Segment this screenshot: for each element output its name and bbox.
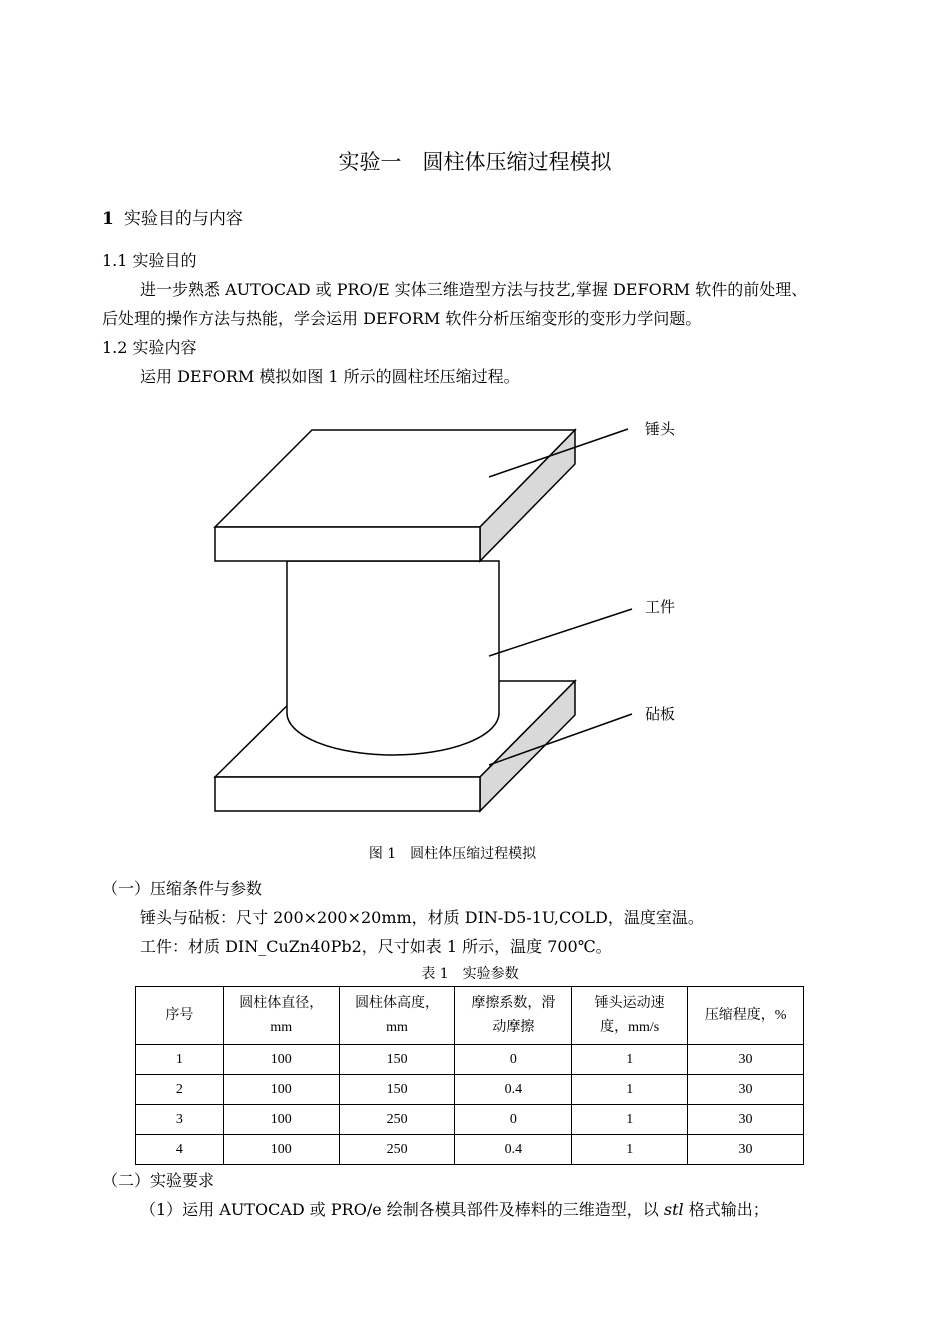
section-1-number: 1 xyxy=(102,209,114,229)
table-cell: 100 xyxy=(223,1105,339,1135)
anvil-front-face xyxy=(215,777,480,811)
table-cell: 100 xyxy=(223,1075,339,1105)
table-cell: 0 xyxy=(455,1045,572,1075)
header-cell: 序号 xyxy=(136,987,224,1045)
part-1-line-2: 工件：材质 DIN_CuZn40Pb2，尺寸如表 1 所示，温度 700℃。 xyxy=(140,937,612,956)
header-cell: 锤头运动速 度，mm/s xyxy=(572,987,688,1045)
table-cell: 150 xyxy=(339,1045,455,1075)
table-cell: 0 xyxy=(455,1105,572,1135)
table-cell: 30 xyxy=(688,1105,804,1135)
table-cell: 4 xyxy=(136,1135,224,1165)
section-1-label: 实验目的与内容 xyxy=(123,209,243,229)
table-row xyxy=(136,1135,804,1165)
header-cell: 圆柱体直径， mm xyxy=(223,987,339,1045)
part-2-line-1: （1）运用 AUTOCAD 或 PRO/e 绘制各模具部件及棒料的三维造型，以 stl 格式输出； xyxy=(140,1200,769,1219)
section-1-1-heading: 1.1 实验目的 xyxy=(102,251,197,270)
table-row xyxy=(136,1105,804,1135)
table-header-row xyxy=(136,987,804,1045)
section-1-2-line-1: 运用 DEFORM 模拟如图 1 所示的圆柱坯压缩过程。 xyxy=(140,367,520,386)
table-cell: 150 xyxy=(339,1075,455,1105)
table-cell: 250 xyxy=(339,1135,455,1165)
table-caption: 表 1 实验参数 xyxy=(421,966,519,982)
table-cell: 1 xyxy=(572,1135,688,1165)
table-row xyxy=(136,1045,804,1075)
table-cell: 1 xyxy=(572,1075,688,1105)
part-1-heading: （一）压缩条件与参数 xyxy=(102,879,263,898)
table-cell: 100 xyxy=(223,1135,339,1165)
parameters-table xyxy=(135,986,804,1165)
table-cell: 1 xyxy=(572,1105,688,1135)
header-cell: 压缩程度，% xyxy=(688,987,804,1045)
header-cell: 圆柱体高度， mm xyxy=(339,987,455,1045)
hammer-label: 锤头 xyxy=(645,420,676,438)
table-cell: 250 xyxy=(339,1105,455,1135)
part-2-heading: （二）实验要求 xyxy=(102,1171,215,1190)
table-cell: 3 xyxy=(136,1105,224,1135)
table-cell: 100 xyxy=(223,1045,339,1075)
table-cell: 1 xyxy=(136,1045,224,1075)
table-cell: 2 xyxy=(136,1075,224,1105)
hammer-front-face xyxy=(215,527,480,561)
table-cell: 30 xyxy=(688,1045,804,1075)
workpiece-cylinder xyxy=(287,561,499,755)
section-1-1-line-1: 进一步熟悉 AUTOCAD 或 PRO/E 实体三维造型方法与技艺,掌握 DEFORM 软件的前处理、 xyxy=(140,280,808,299)
figure-caption: 图 1 圆柱体压缩过程模拟 xyxy=(368,846,537,862)
anvil-label: 砧板 xyxy=(645,705,676,723)
table-cell: 0.4 xyxy=(455,1075,572,1105)
table-row xyxy=(136,1075,804,1105)
table-cell: 30 xyxy=(688,1075,804,1105)
part-1-line-1: 锤头与砧板：尺寸 200×200×20mm，材质 DIN-D5-1U,COLD，温度室温。 xyxy=(140,908,704,927)
table-cell: 0.4 xyxy=(455,1135,572,1165)
table-cell: 30 xyxy=(688,1135,804,1165)
table-cell: 1 xyxy=(572,1045,688,1075)
header-cell: 摩擦系数，滑 动摩擦 xyxy=(455,987,572,1045)
page-title: 实验一 圆柱体压缩过程模拟 xyxy=(338,150,612,174)
section-1-2-heading: 1.2 实验内容 xyxy=(102,338,197,357)
workpiece-leader-line xyxy=(489,609,632,656)
stl-format-term: stl xyxy=(663,1200,684,1219)
workpiece-label: 工件 xyxy=(645,598,676,616)
section-1-1-line-2: 后处理的操作方法与热能，学会运用 DEFORM 软件分析压缩变形的变形力学问题。 xyxy=(102,309,702,328)
